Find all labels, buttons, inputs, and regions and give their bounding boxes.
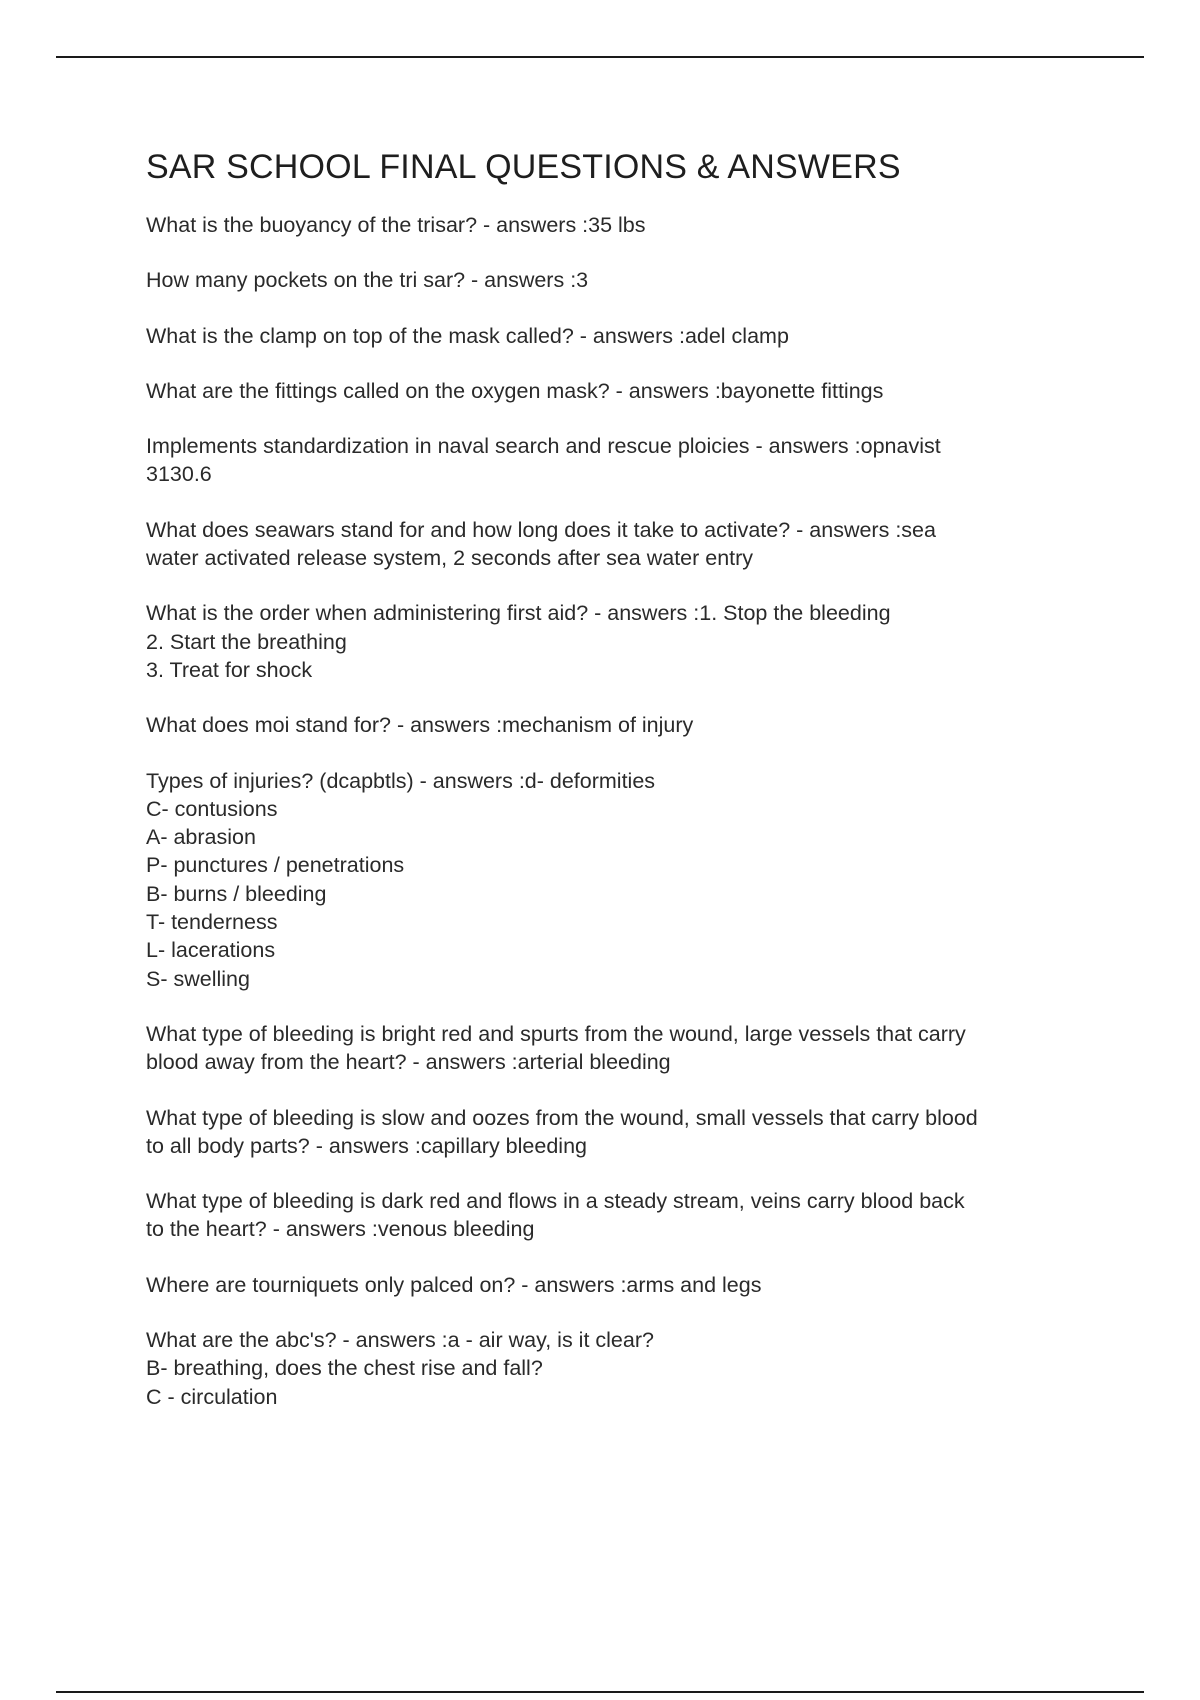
qa-item <box>146 1326 1096 1411</box>
document-page <box>146 141 1096 1438</box>
qa-continuation-line: 3130.6 <box>146 462 212 487</box>
qa-question-line: What type of bleeding is slow and oozes from the wound, small vessels that carry blood <box>146 1105 978 1130</box>
qa-continuation-line: water activated release system, 2 seconds after sea water entry <box>146 546 754 571</box>
qa-item <box>146 377 1096 405</box>
qa-item <box>146 516 1096 573</box>
qa-question-line: What type of bleeding is bright red and spurts from the wound, large vessels that carry <box>146 1021 966 1046</box>
qa-continuation-line: blood away from the heart? - answers :arterial bleeding <box>146 1050 671 1075</box>
bottom-divider <box>56 1691 1144 1693</box>
qa-question-line: Types of injuries? (dcapbtls) - answers :d- deformities <box>146 768 656 793</box>
qa-continuation-line: S- swelling <box>146 966 250 991</box>
qa-continuation-line: P- punctures / penetrations <box>146 853 405 878</box>
qa-continuation-line: 3. Treat for shock <box>146 657 313 682</box>
qa-question-line: What does seawars stand for and how long does it take to activate? - answers :sea <box>146 517 936 542</box>
qa-question-line: What type of bleeding is dark red and flows in a steady stream, veins carry blood back <box>146 1189 965 1214</box>
qa-item <box>146 211 1096 239</box>
top-divider <box>56 56 1144 58</box>
qa-question-line: What are the abc's? - answers :a - air way, is it clear? <box>146 1328 654 1353</box>
qa-question-line: What is the order when administering first aid? - answers :1. Stop the bleeding <box>146 601 891 626</box>
qa-question-line: What is the buoyancy of the trisar? - answers :35 lbs <box>146 213 646 237</box>
qa-item <box>146 266 1096 294</box>
qa-question-line: What is the clamp on top of the mask called? - answers :adel clamp <box>146 323 789 348</box>
qa-continuation-line: to all body parts? - answers :capillary bleeding <box>146 1133 587 1158</box>
qa-continuation-line: B- breathing, does the chest rise and fall? <box>146 1356 543 1381</box>
qa-list <box>146 211 1096 1411</box>
qa-item <box>146 1104 1096 1161</box>
qa-item <box>146 767 1096 993</box>
qa-question-line: How many pockets on the tri sar? - answers :3 <box>146 268 589 293</box>
qa-continuation-line: T- tenderness <box>146 910 278 935</box>
qa-item <box>146 1271 1096 1299</box>
qa-item <box>146 1020 1096 1077</box>
qa-item <box>146 599 1096 684</box>
qa-question-line: What does moi stand for? - answers :mechanism of injury <box>146 713 694 738</box>
qa-continuation-line: A- abrasion <box>146 825 256 850</box>
qa-continuation-line: L- lacerations <box>146 938 276 963</box>
qa-continuation-line: B- burns / bleeding <box>146 881 327 906</box>
qa-continuation-line: to the heart? - answers :venous bleeding <box>146 1217 535 1242</box>
qa-continuation-line: C - circulation <box>146 1384 278 1409</box>
qa-item <box>146 432 1096 489</box>
qa-item <box>146 322 1096 350</box>
qa-question-line: What are the fittings called on the oxygen mask? - answers :bayonette fittings <box>146 378 884 403</box>
qa-question-line: Implements standardization in naval search and rescue ploicies - answers :opnavist <box>146 434 941 459</box>
qa-continuation-line: 2. Start the breathing <box>146 629 347 654</box>
page-title: SAR SCHOOL FINAL QUESTIONS & ANSWERS <box>146 148 901 186</box>
qa-item <box>146 1187 1096 1244</box>
qa-continuation-line: C- contusions <box>146 796 278 821</box>
qa-question-line: Where are tourniquets only palced on? - answers :arms and legs <box>146 1272 762 1297</box>
qa-item <box>146 711 1096 739</box>
